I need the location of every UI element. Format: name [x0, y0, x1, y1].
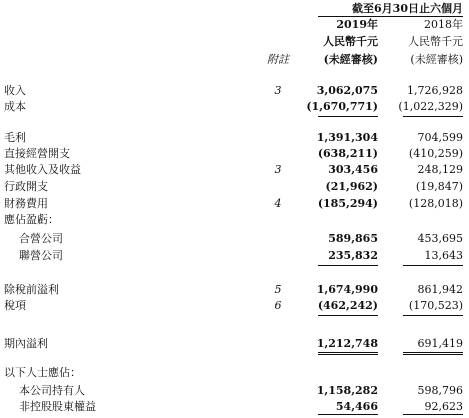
direct-expenses-2019: (638,211) — [317, 147, 378, 160]
joint-ventures-2018: 453,695 — [417, 232, 463, 245]
owners-label: 本公司持有人 — [19, 384, 85, 397]
profit-before-tax-label: 除稅前溢利 — [4, 283, 59, 296]
profit-period-2018: 691,419 — [417, 337, 463, 350]
share-of-label: 應佔盈虧： — [4, 213, 59, 226]
tax-rule-2018 — [403, 315, 463, 316]
other-income-note: 3 — [274, 163, 282, 176]
revenue-label: 收入 — [4, 84, 26, 97]
tax-2019: (462,242) — [317, 299, 378, 312]
joint-ventures-2019: 589,865 — [328, 232, 378, 245]
gross-profit-2019: 1,391,304 — [316, 131, 378, 144]
tax-rule-2019 — [318, 315, 378, 316]
other-income-label: 其他收入及收益 — [4, 163, 81, 176]
owners-2019: 1,158,282 — [316, 384, 378, 397]
associates-label: 聯營公司 — [19, 249, 63, 262]
admin-expenses-2019: (21,962) — [325, 180, 378, 193]
associates-2019: 235,832 — [328, 249, 378, 262]
associates-rule-2018 — [403, 265, 463, 266]
owners-2018: 598,796 — [417, 384, 463, 397]
profit-period-label: 期內溢利 — [4, 337, 48, 350]
profit-before-tax-note: 5 — [274, 283, 282, 296]
revenue-2018: 1,726,928 — [407, 84, 463, 97]
audit-2018: (未經審核) — [410, 53, 463, 66]
period-heading: 截至6月30日止六個月 — [352, 2, 463, 15]
currency-2019: 人民幣千元 — [323, 35, 378, 48]
profit-period-double-rule-2018 — [403, 352, 463, 355]
direct-expenses-label: 直接經營開支 — [4, 147, 70, 160]
finance-costs-note: 4 — [274, 197, 282, 210]
attributable-to-label: 以下人士應佔： — [4, 366, 81, 379]
revenue-note: 3 — [274, 84, 282, 97]
note-column-heading: 附註 — [267, 53, 289, 66]
other-income-2018: 248,129 — [417, 163, 463, 176]
profit-before-tax-2018: 861,942 — [417, 283, 463, 296]
gross-profit-2018: 704,599 — [417, 131, 463, 144]
associates-rule-2019 — [318, 265, 378, 266]
year-2018-heading: 2018年 — [424, 18, 463, 31]
audit-2019: (未經審核) — [323, 53, 378, 66]
profit-period-2019: 1,212,748 — [316, 337, 378, 350]
year-2019-heading: 2019年 — [336, 18, 378, 31]
nci-label: 非控股股東權益 — [19, 400, 96, 413]
cost-2018: (1,022,329) — [398, 100, 463, 113]
currency-2018: 人民幣千元 — [408, 35, 463, 48]
gross-profit-label: 毛利 — [4, 131, 26, 144]
nci-2018: 92,623 — [424, 400, 463, 413]
admin-expenses-2018: (19,847) — [415, 180, 463, 193]
admin-expenses-label: 行政開支 — [4, 180, 48, 193]
profit-before-tax-2019: 1,674,990 — [316, 283, 378, 296]
nci-rule-2019 — [318, 414, 378, 415]
cost-label: 成本 — [4, 100, 26, 113]
other-income-2019: 303,456 — [328, 163, 378, 176]
joint-ventures-label: 合營公司 — [19, 232, 63, 245]
nci-2019: 54,466 — [335, 400, 378, 413]
period-underline — [318, 16, 463, 17]
direct-expenses-2018: (410,259) — [408, 147, 463, 160]
finance-costs-2019: (185,294) — [317, 197, 378, 210]
cost-rule-2018 — [403, 116, 463, 117]
associates-2018: 13,643 — [424, 249, 463, 262]
cost-rule-2019 — [318, 116, 378, 117]
tax-note: 6 — [274, 299, 282, 312]
tax-label: 稅項 — [4, 299, 26, 312]
finance-costs-label: 財務費用 — [4, 197, 48, 210]
nci-rule-2018 — [403, 414, 463, 415]
profit-period-double-rule-2019 — [318, 352, 378, 355]
revenue-2019: 3,062,075 — [316, 84, 378, 97]
cost-2019: (1,670,771) — [306, 100, 378, 113]
tax-2018: (170,523) — [408, 299, 463, 312]
finance-costs-2018: (128,018) — [408, 197, 463, 210]
